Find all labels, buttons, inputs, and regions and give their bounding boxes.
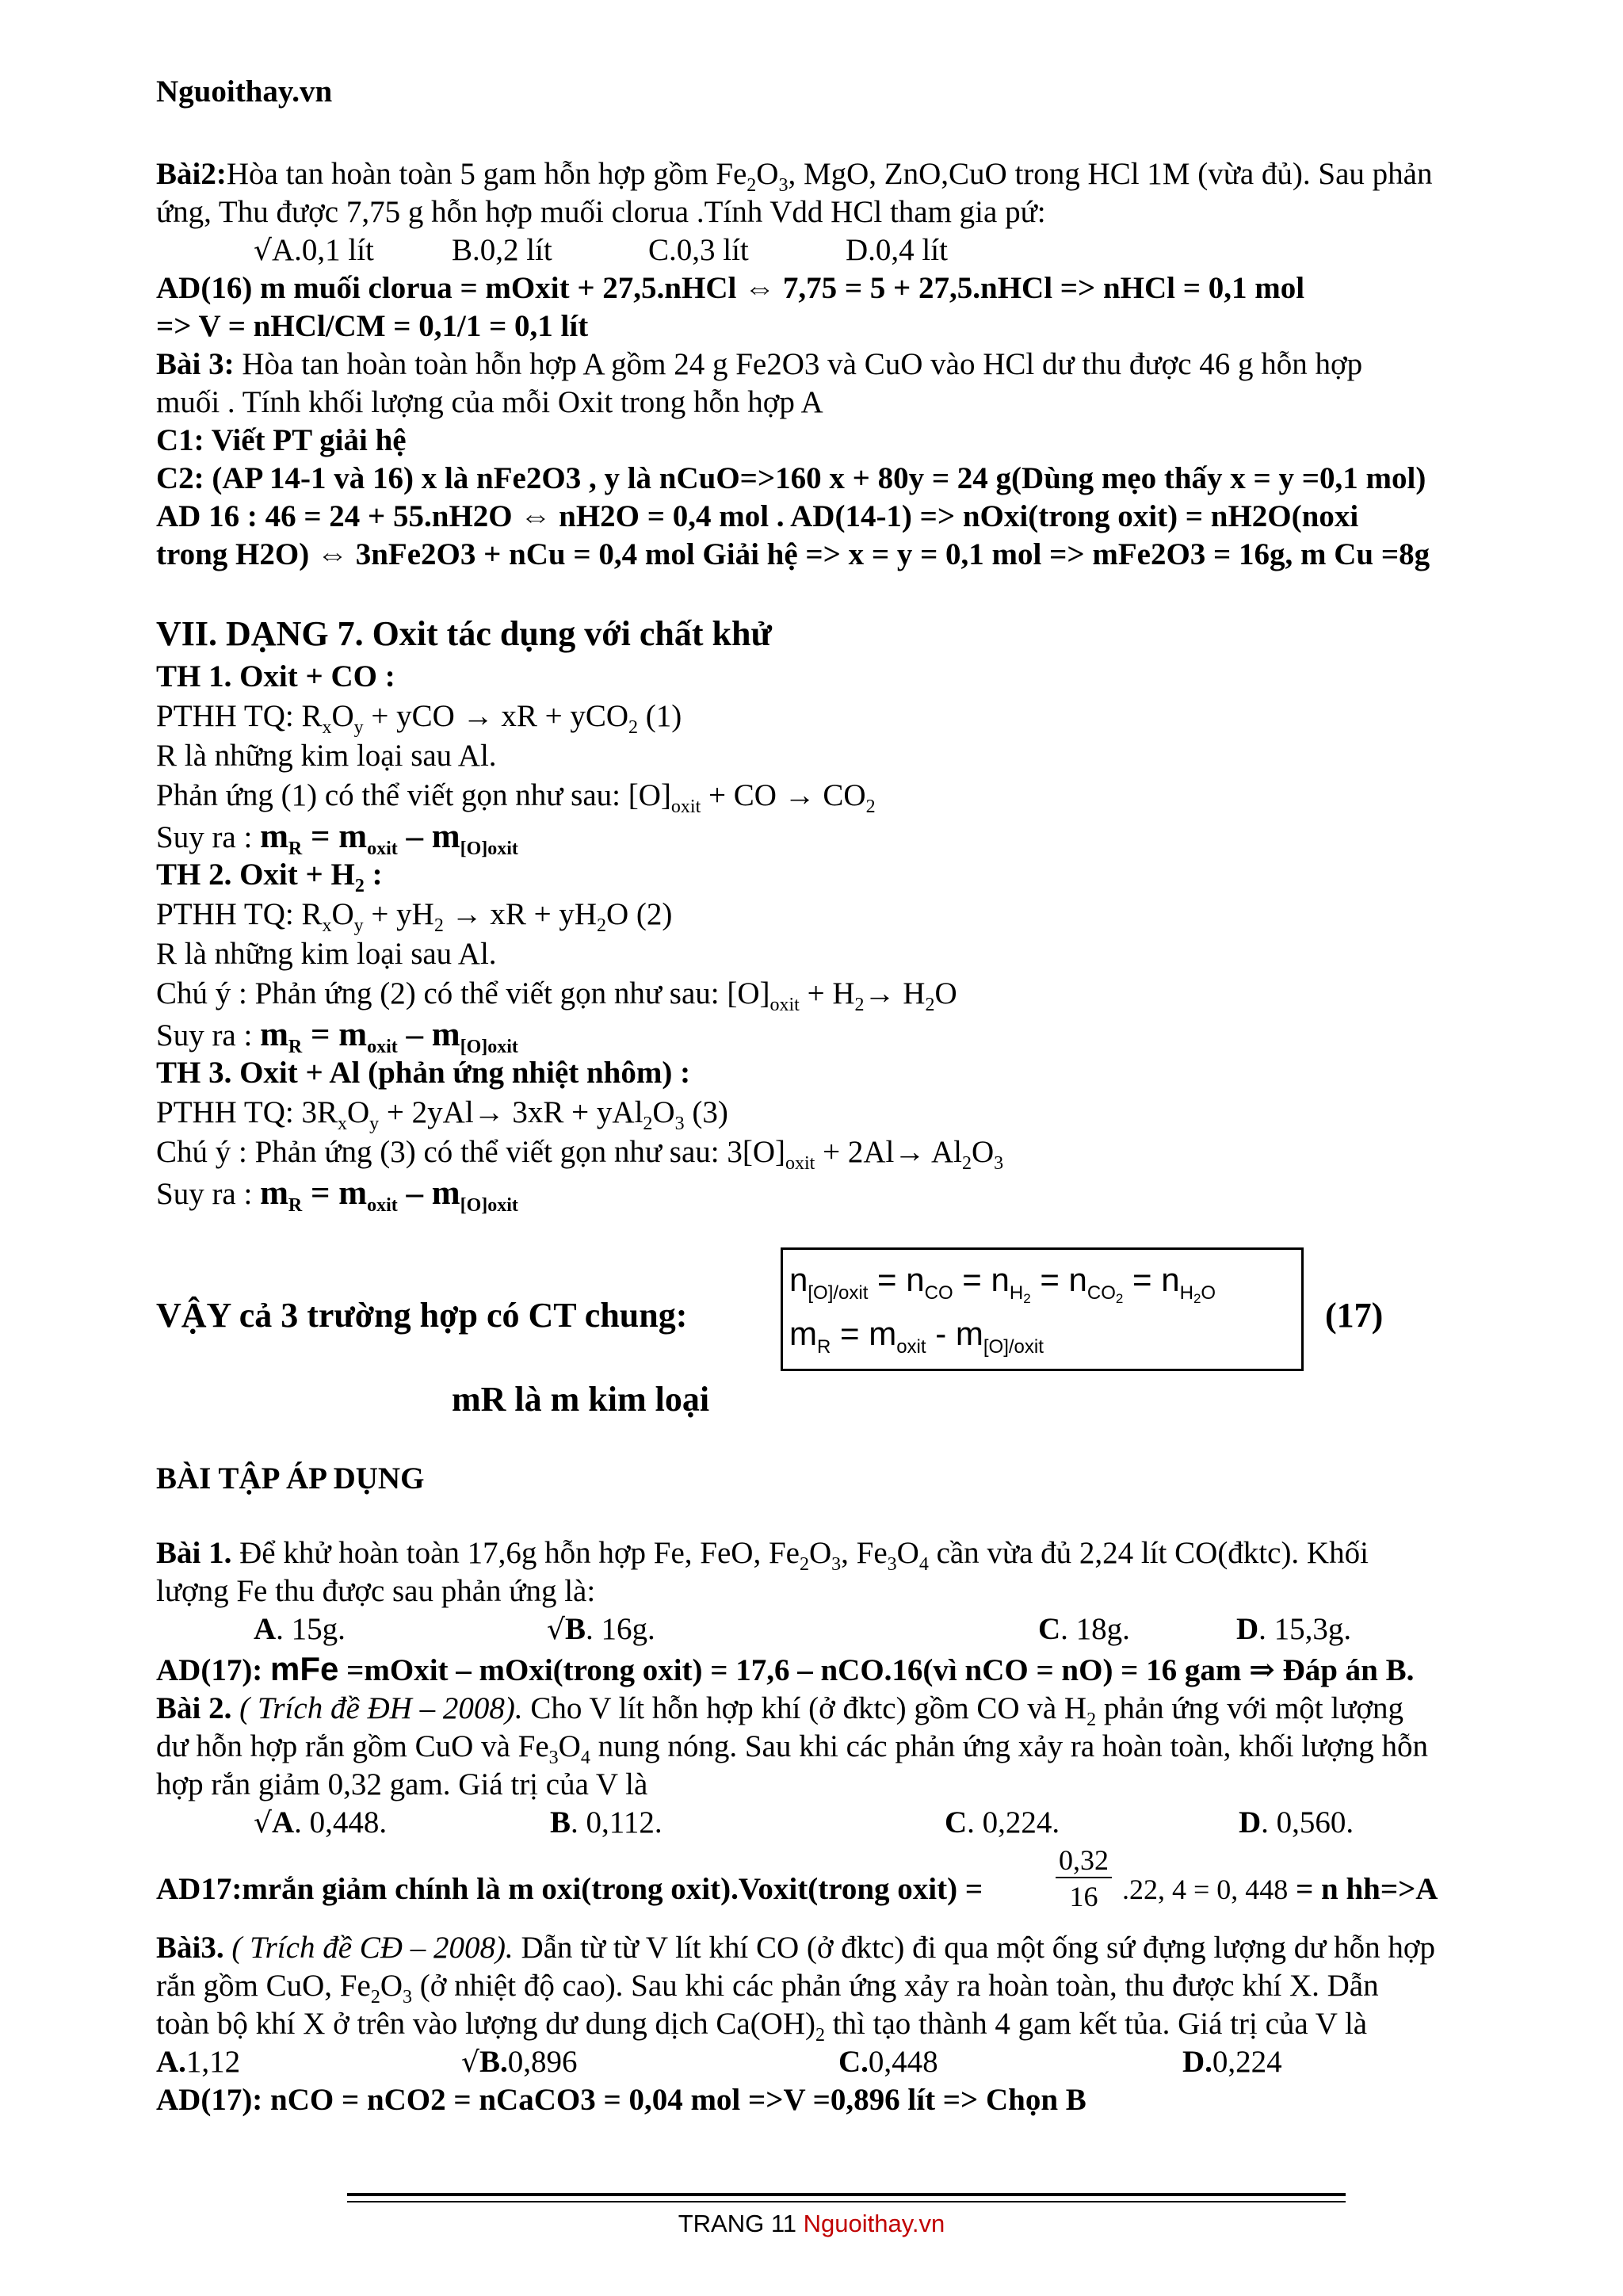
arrow-icon: → xyxy=(473,1095,505,1129)
th2-result: Suy ra : $m_R = m_{oxit} - m_{[O]oxit}$ xyxy=(156,1016,518,1057)
arrow-icon: → xyxy=(864,976,896,1010)
ex3-line1: Bài3. ( Trích đề CĐ – 2008). Dẫn từ từ V lít khí CO (ở đktc) đi qua một ống sứ đựng lượng dư hỗn hợp xyxy=(156,1931,1436,1965)
arrow-icon: → xyxy=(451,897,483,931)
th1-result: Suy ra : $m_R = m_{oxit} - m_{[O]oxit}$ xyxy=(156,818,518,859)
ex2-solution: AD17:mrắn giảm chính là m oxi(trong oxit).Voxit(trong oxit) = xyxy=(156,1872,983,1906)
th3-heading: TH 3. Oxit + Al (phản ứng nhiệt nhôm) : xyxy=(156,1056,691,1090)
th1-short: Phản ứng (1) có thể viết gọn như sau: $[O]_{oxit}$ + CO → $CO_2$ xyxy=(156,778,876,817)
bai3-line2: muối . Tính khối lượng của mỗi Oxit trong hỗn hợp A xyxy=(156,385,823,419)
arrow-icon: → xyxy=(462,699,494,733)
ex1-option-b: √B. 16g. xyxy=(547,1612,655,1646)
ex3-line3: toàn bộ khí X ở trên vào lượng dư dung dịch $Ca(OH)_2$ thì tạo thành 4 gam kết tủa. Giá trị của V là xyxy=(156,2007,1368,2046)
bai2-option-b: B.0,2 lít xyxy=(452,233,552,267)
fraction: $\frac{0,32}{16}$ xyxy=(1056,1843,1112,1915)
bai2-options: √A.0,1 lít xyxy=(254,233,374,267)
bai3-c2: C2: (AP 14-1 và 16) x là nFe2O3 , y là nCuO=>160 x + 80y = 24 g(Dùng mẹo thấy x = y =0,1 mol) xyxy=(156,461,1426,495)
th2-note: R là những kim loại sau Al. xyxy=(156,937,497,971)
correct-check-icon: √ xyxy=(547,1614,565,1646)
formula-line-2: $m_R = m_{oxit} - m_{[O]/oxit}$ xyxy=(789,1315,1044,1358)
correct-check-icon: √ xyxy=(254,235,272,267)
section-title: VII. DẠNG 7. Oxit tác dụng với chất khử xyxy=(156,614,772,653)
ex2-option-b: B. 0,112. xyxy=(550,1805,663,1839)
ex2-line3: hợp rắn giảm 0,32 gam. Giá trị của V là xyxy=(156,1767,648,1801)
footer-site-link[interactable]: Nguoithay.vn xyxy=(803,2210,945,2237)
bai3-c4: trong H2O) ⇔ 3nFe2O3 + nCu = 0,4 mol Giải hệ => x = y = 0,1 mol => mFe2O3 = 16g, m Cu =8g xyxy=(156,537,1430,571)
general-formula-box xyxy=(781,1247,1304,1371)
footer-rule-thick xyxy=(347,2193,1346,2196)
page-number: TRANG 11 xyxy=(678,2210,804,2237)
ex2-option-d: D. 0,560. xyxy=(1239,1805,1354,1839)
bai3-line1: Bài 3: Hòa tan hoàn toàn hỗn hợp A gồm 24 g Fe2O3 và CuO vào HCl dư thu được 46 g hỗn hợp xyxy=(156,347,1363,381)
th3-equation: PTHH TQ: $3R_xO_y + 2yAl\to 3xR + yAl_2O_3$ (3) xyxy=(156,1095,728,1134)
formula-line-1: $n_{[O]/oxit} = n_{CO} = n_{H_2} = n_{CO_2} = n_{H_2O}$ xyxy=(789,1261,1216,1306)
ex1-option-a: A. 15g. xyxy=(254,1612,346,1646)
formula-number: (17) xyxy=(1325,1296,1384,1335)
th2-equation: PTHH TQ: $R_xO_y + yH_2$ → xR + $yH_2O$ (2) xyxy=(156,897,673,936)
bai2-option-c: C.0,3 lít xyxy=(648,233,749,267)
ex3-solution: AD(17): nCO = nCO2 = nCaCO3 = 0,04 mol =>V =0,896 lít => Chọn B xyxy=(156,2083,1086,2117)
exercises-heading: BÀI TẬP ÁP DỤNG xyxy=(156,1461,425,1496)
bai2-solution-2: => V = nHCl/CM = 0,1/1 = 0,1 lít xyxy=(156,309,589,343)
th1-equation: PTHH TQ: $R_xO_y$ + yCO → xR + yCO$_2$ (1) xyxy=(156,699,682,738)
ex1-option-c: C. 18g. xyxy=(1038,1612,1130,1646)
arrow-icon: → xyxy=(784,778,815,812)
footer-rule-thin xyxy=(347,2201,1346,2202)
ex2-line2: dư hỗn hợp rắn gồm CuO và $Fe_3O_4$ nung nóng. Sau khi các phản ứng xảy ra hoàn toàn, khối lượng hỗn xyxy=(156,1729,1429,1768)
th1-note: R là những kim loại sau Al. xyxy=(156,739,497,773)
ex3-option-b: √B.0,896 xyxy=(461,2045,578,2079)
ex1-line2: lượng Fe thu được sau phản ứng là: xyxy=(156,1574,596,1608)
ex1-line1: Bài 1. Để khử hoàn toàn 17,6g hỗn hợp Fe, FeO, $Fe_2O_3$, $Fe_3O_4$ cần vừa đủ 2,24 lít CO(đktc). Khối xyxy=(156,1536,1369,1575)
ex2-option-a: √A. 0,448. xyxy=(254,1805,388,1839)
bai2-line1: Bài2:Hòa tan hoàn toàn 5 gam hỗn hợp gồm $Fe_2O_3$, MgO, ZnO,CuO trong HCl 1M (vừa đủ). Sau phản xyxy=(156,157,1433,196)
summary-lead: VẬY cả 3 trường hợp có CT chung: xyxy=(156,1296,688,1335)
ex3-line2: rắn gồm CuO, $Fe_2O_3$ (ở nhiệt độ cao). Sau khi các phản ứng xảy ra hoàn toàn, thu được khí X. Dẫn xyxy=(156,1969,1379,2008)
th3-result: Suy ra : $m_R = m_{oxit} - m_{[O]oxit}$ xyxy=(156,1175,518,1216)
ex2-option-c: C. 0,224. xyxy=(945,1805,1060,1839)
summary-note: mR là m kim loại xyxy=(452,1380,710,1419)
ex3-option-d: D.0,224 xyxy=(1182,2045,1282,2079)
th2-short: Chú ý : Phản ứng (2) có thể viết gọn như sau: $[O]_{oxit} + H_2\to H_2O$ xyxy=(156,976,957,1015)
ex3-option-c: C.0,448 xyxy=(838,2045,938,2079)
bai3-c1: C1: Viết PT giải hệ xyxy=(156,423,407,457)
th2-heading: TH 2. Oxit + $H_2$ : xyxy=(156,858,383,896)
ex2-solution-value: .22, 4 = 0, 448 = n hh=>A xyxy=(1122,1872,1438,1906)
ex1-option-d: D. 15,3g. xyxy=(1236,1612,1352,1646)
correct-check-icon: √ xyxy=(461,2046,479,2079)
bai2-solution-1: AD(16) m muối clorua = mOxit + 27,5.nHCl ⇔ 7,75 = 5 + 27,5.nHCl => nHCl = 0,1 mol xyxy=(156,271,1305,305)
bai3-c3: AD 16 : 46 = 24 + 55.nH2O ⇔ nH2O = 0,4 mol . AD(14-1) => nOxi(trong oxit) = nH2O(noxi xyxy=(156,499,1359,533)
bai2-line2: ứng, Thu được 7,75 g hỗn hợp muối clorua .Tính Vdd HCl tham gia pứ: xyxy=(156,195,1046,229)
page-footer xyxy=(0,2210,1623,2238)
bai2-option-d: D.0,4 lít xyxy=(846,233,948,267)
header-site: Nguoithay.vn xyxy=(156,74,333,109)
ex2-line1: Bài 2. ( Trích đề ĐH – 2008). Cho V lít hỗn hợp khí (ở đktc) gồm CO và $H_2$ phản ứng với một lượng xyxy=(156,1691,1403,1730)
th3-short: Chú ý : Phản ứng (3) có thể viết gọn như sau: $3[O]_{oxit} + 2Al\to Al_2O_3$ xyxy=(156,1135,1004,1174)
arrow-icon: → xyxy=(894,1135,926,1169)
ex3-option-a: A.1,12 xyxy=(156,2045,241,2079)
th1-heading: TH 1. Oxit + CO : xyxy=(156,659,395,693)
ex1-solution: AD(17): mFe =mOxit – mOxi(trong oxit) = 17,6 – nCO.16(vì nCO = nO) = 16 gam ⇒ Đáp án B. xyxy=(156,1650,1415,1687)
correct-check-icon: √ xyxy=(254,1807,272,1839)
